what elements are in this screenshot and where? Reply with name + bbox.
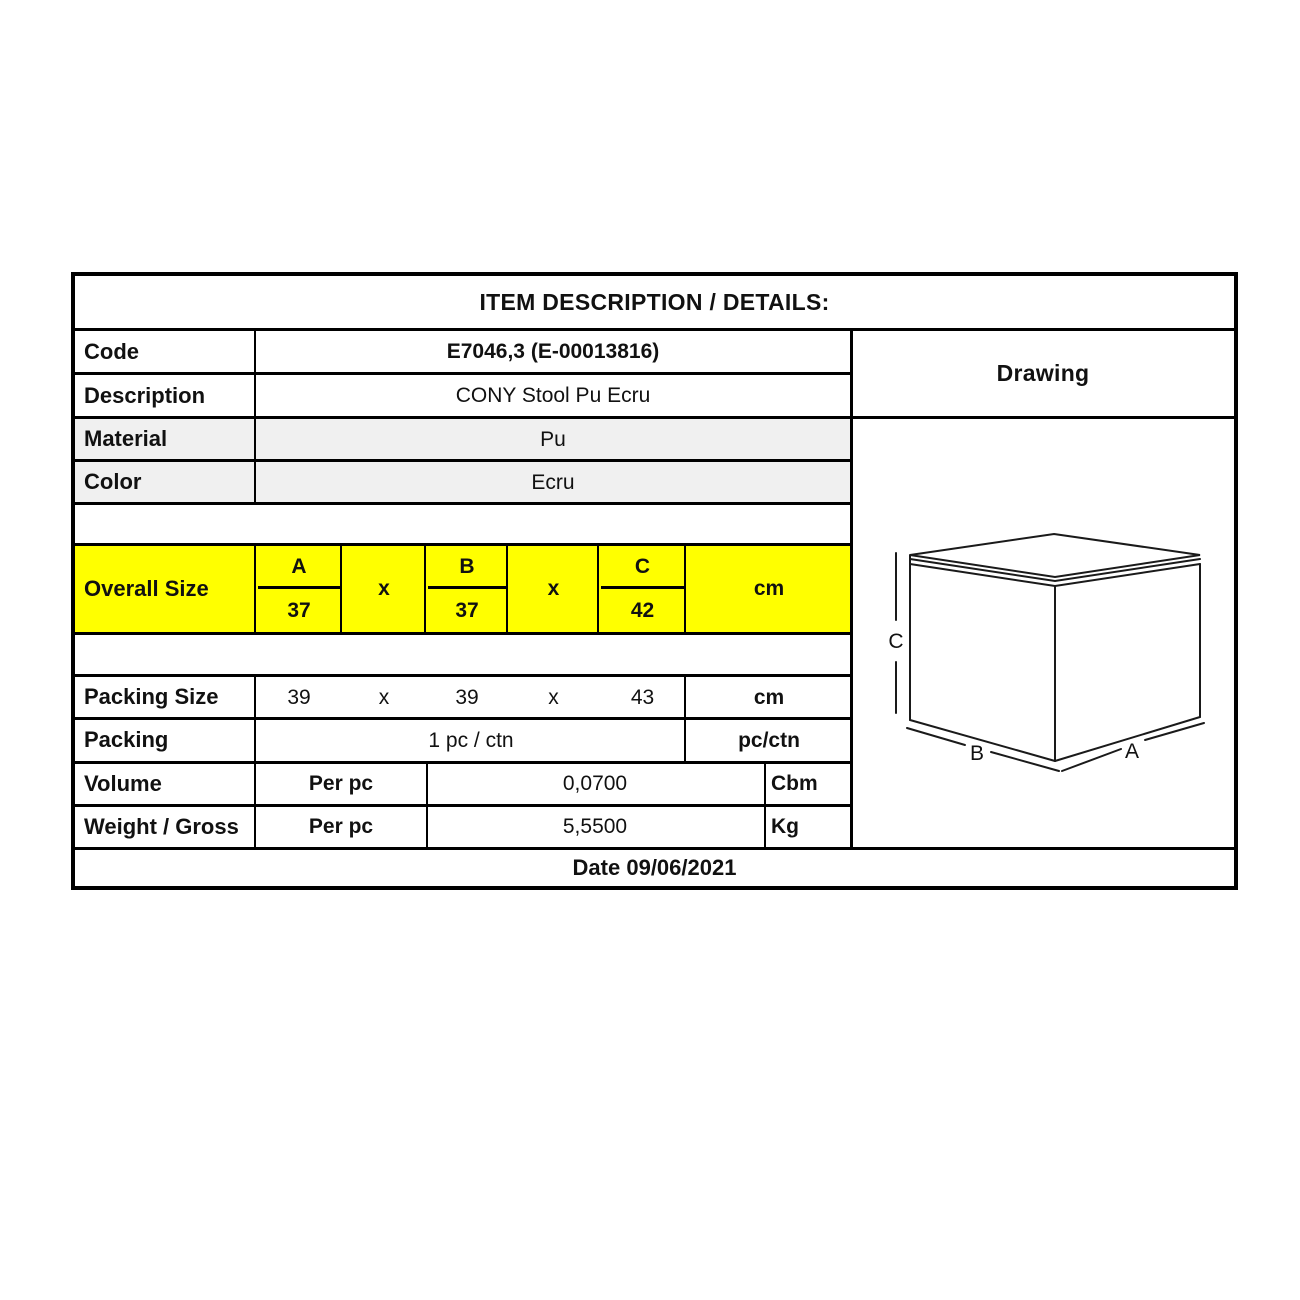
grid-vline-value-unit	[764, 761, 766, 850]
date-footer: Date 09/06/2021	[572, 855, 737, 880]
packing-value: 1 pc / ctn	[428, 728, 514, 752]
grid-hline-color	[75, 502, 852, 505]
dim-label-c: C	[888, 630, 904, 653]
grid-vline-section-divider	[850, 328, 853, 850]
packing-size-label: Packing Size	[84, 684, 219, 709]
description-label: Description	[84, 382, 206, 408]
packing-size-separator-1: x	[378, 685, 390, 709]
grid-vline-x-c	[597, 543, 599, 635]
grid-hline-description	[75, 416, 1234, 419]
item-details-table	[71, 272, 1238, 890]
sheet-title: ITEM DESCRIPTION / DETAILS:	[479, 288, 830, 315]
packing-size-unit: cm	[753, 685, 785, 709]
drawing-header: Drawing	[996, 360, 1090, 386]
stool-drawing	[853, 417, 1234, 848]
dim-line-a-lower	[1062, 749, 1121, 771]
grid-vline-label-overall	[254, 543, 256, 635]
material-value: Pu	[540, 427, 566, 451]
grid-hline-packing-size	[75, 717, 852, 720]
grid-hline-overall-top	[75, 543, 852, 546]
color-label: Color	[84, 469, 142, 494]
packing-size-value-3: 43	[630, 685, 655, 709]
packing-unit: pc/ctn	[738, 728, 800, 752]
weight-basis: Per pc	[308, 815, 374, 838]
overall-size-dim-c-value: 42	[630, 598, 655, 622]
grid-hline-packing-size-top	[75, 674, 852, 677]
packing-size-value-1: 39	[287, 685, 311, 709]
material-label: Material	[84, 426, 168, 451]
grid-hline-dim-b	[428, 586, 506, 589]
grid-hline-overall-bottom	[75, 632, 852, 635]
packing-label: Packing	[84, 727, 169, 752]
grid-vline-a-x	[340, 543, 342, 635]
color-value: Ecru	[531, 470, 575, 494]
volume-value: 0,0700	[562, 772, 628, 795]
overall-size-separator-1: x	[378, 577, 390, 600]
code-label: Code	[84, 338, 139, 364]
grid-hline-code	[75, 372, 852, 375]
packing-size-separator-2: x	[548, 685, 559, 709]
grid-vline-label-upper	[254, 328, 256, 505]
grid-vline-c-cm	[684, 543, 686, 635]
packing-size-value-2: 39	[455, 685, 479, 709]
grid-vline-b-x	[506, 543, 508, 635]
volume-unit: Cbm	[771, 772, 818, 795]
overall-size-label: Overall Size	[84, 575, 209, 601]
dim-label-b: B	[969, 742, 985, 765]
dim-line-b-upper	[907, 728, 965, 745]
overall-size-dim-c-name: C	[634, 555, 651, 578]
dim-label-a: A	[1124, 740, 1140, 763]
grid-hline-dim-c	[601, 586, 684, 589]
volume-basis: Per pc	[308, 772, 374, 795]
overall-size-dim-b-value: 37	[455, 598, 479, 622]
weight-value: 5,5500	[562, 815, 628, 838]
code-value: E7046,3 (E-00013816)	[446, 340, 660, 363]
overall-size-separator-2: x	[547, 577, 560, 600]
description-value: CONY Stool Pu Ecru	[455, 384, 651, 407]
grid-vline-label-lower	[254, 674, 256, 850]
grid-vline-x-b	[424, 543, 426, 635]
overall-size-dim-a-name: A	[291, 555, 307, 578]
overall-size-unit: cm	[753, 577, 785, 600]
grid-hline-dim-a	[258, 586, 340, 589]
grid-hline-date-top	[75, 847, 1234, 850]
grid-hline-material	[75, 459, 852, 462]
grid-vline-perpc-value	[426, 761, 428, 850]
grid-vline-packing-unit	[684, 674, 686, 763]
overall-size-dim-b-name: B	[459, 555, 475, 578]
dim-line-b-lower	[991, 752, 1059, 771]
grid-hline-volume	[75, 804, 852, 807]
grid-hline-header	[75, 328, 1234, 331]
grid-hline-packing	[75, 761, 852, 764]
volume-label: Volume	[84, 770, 162, 796]
overall-size-dim-a-value: 37	[287, 598, 311, 622]
weight-label: Weight / Gross	[84, 813, 239, 839]
weight-unit: Kg	[771, 815, 799, 838]
